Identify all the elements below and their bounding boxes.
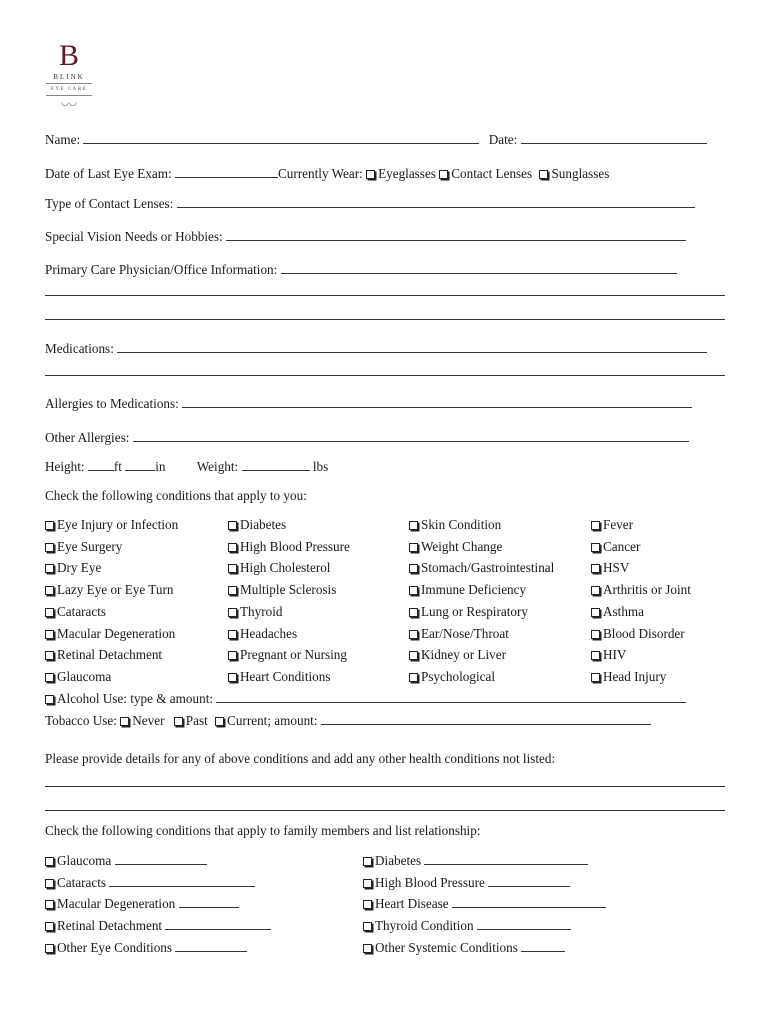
logo-letter: B: [58, 39, 79, 72]
condition-label: HSV: [603, 560, 630, 576]
family-item: [363, 874, 570, 892]
condition-label: Stomach/Gastrointestinal: [421, 560, 555, 576]
tobacco-current-checkbox[interactable]: [215, 717, 224, 726]
physician-line-2[interactable]: [45, 295, 725, 296]
condition-item: [45, 603, 106, 621]
condition-checkbox[interactable]: [591, 651, 600, 660]
logo-brand: BLINK: [53, 73, 85, 81]
condition-label: Eye Injury or Infection: [57, 517, 179, 532]
weight-field[interactable]: [242, 458, 310, 471]
condition-item: [228, 603, 283, 621]
family-checkbox[interactable]: [45, 857, 54, 866]
condition-item: [409, 646, 506, 664]
family-item: [45, 874, 255, 892]
condition-label: Asthma: [603, 603, 645, 619]
tobacco-past-checkbox[interactable]: [174, 717, 183, 726]
family-relationship-field[interactable]: [165, 917, 271, 930]
condition-item: [228, 559, 330, 577]
condition-item: [591, 625, 685, 643]
medications-label: Medications:: [45, 341, 114, 356]
condition-checkbox[interactable]: [409, 521, 418, 530]
condition-label: High Blood Pressure: [240, 538, 350, 554]
family-relationship-field[interactable]: [521, 939, 565, 952]
condition-item: [228, 581, 336, 599]
tobacco-past-label: Past: [185, 713, 208, 728]
condition-checkbox[interactable]: [591, 521, 600, 530]
condition-checkbox[interactable]: [228, 586, 237, 595]
condition-checkbox[interactable]: [228, 608, 237, 617]
condition-label: Diabetes: [240, 517, 287, 532]
condition-label: Psychological: [421, 668, 495, 684]
family-item: [45, 939, 247, 957]
family-item: [363, 939, 565, 957]
condition-item: [45, 625, 175, 643]
condition-checkbox[interactable]: [45, 521, 54, 530]
condition-checkbox[interactable]: [591, 630, 600, 639]
date-label: Date:: [488, 132, 518, 147]
family-checkbox[interactable]: [45, 922, 54, 931]
in-label: in: [155, 459, 166, 474]
details-line-2[interactable]: [45, 810, 725, 811]
condition-item: [409, 516, 501, 534]
tobacco-amount-field[interactable]: [321, 712, 651, 725]
condition-checkbox[interactable]: [45, 608, 54, 617]
medications-line-2[interactable]: [45, 375, 725, 376]
family-label: Other Eye Conditions: [57, 939, 173, 955]
eyeglasses-label: Eyeglasses: [378, 166, 436, 181]
tobacco-never-checkbox[interactable]: [120, 717, 129, 726]
condition-item: [228, 516, 286, 534]
special-needs-row: [45, 228, 725, 246]
condition-item: [228, 538, 350, 556]
condition-item: [45, 516, 178, 534]
family-checkbox[interactable]: [45, 944, 54, 953]
condition-label: Cataracts: [57, 603, 107, 619]
condition-item: [591, 646, 626, 664]
date-field[interactable]: [521, 131, 707, 144]
name-field[interactable]: [83, 131, 479, 144]
family-relationship-field[interactable]: [452, 895, 606, 908]
condition-item: [409, 581, 526, 599]
family-item: [363, 852, 588, 870]
condition-label: Pregnant or Nursing: [240, 647, 347, 663]
medications-field[interactable]: [117, 340, 707, 353]
conditions-intro: Check the following conditions that apply to you:: [45, 488, 307, 503]
condition-item: [45, 646, 162, 664]
physician-field[interactable]: [281, 261, 677, 274]
condition-label: HIV: [603, 647, 627, 663]
family-label: Other Systemic Conditions: [375, 939, 518, 955]
ft-label: ft: [113, 459, 122, 474]
condition-label: Fever: [603, 517, 634, 532]
condition-checkbox[interactable]: [228, 564, 237, 573]
condition-label: Thyroid: [240, 603, 283, 619]
height-label: Height:: [45, 459, 85, 474]
special-needs-field[interactable]: [226, 228, 686, 241]
condition-item: [409, 625, 509, 643]
sunglasses-label: Sunglasses: [551, 166, 610, 181]
physician-row: [45, 261, 725, 279]
currently-wear-label: Currently Wear:: [278, 166, 363, 181]
condition-label: Heart Conditions: [240, 668, 331, 684]
condition-checkbox[interactable]: [591, 543, 600, 552]
condition-checkbox[interactable]: [228, 673, 237, 682]
condition-label: Skin Condition: [421, 517, 502, 532]
last-exam-field[interactable]: [175, 165, 278, 178]
condition-checkbox[interactable]: [228, 521, 237, 530]
height-weight-row: [45, 458, 725, 476]
family-relationship-field[interactable]: [109, 874, 255, 887]
physician-label: Primary Care Physician/Office Information:: [45, 262, 278, 277]
family-label: Heart Disease: [375, 896, 449, 912]
height-in-field[interactable]: [125, 458, 155, 471]
condition-checkbox[interactable]: [409, 608, 418, 617]
name-date-row: [45, 131, 725, 149]
condition-label: Multiple Sclerosis: [240, 582, 337, 598]
family-checkbox[interactable]: [363, 857, 372, 866]
contacts-checkbox[interactable]: [439, 170, 448, 179]
family-item: [45, 917, 271, 935]
family-checkbox[interactable]: [363, 944, 372, 953]
condition-checkbox[interactable]: [409, 673, 418, 682]
eyeglasses-checkbox[interactable]: [366, 170, 375, 179]
other-allergies-field[interactable]: [133, 429, 689, 442]
family-relationship-field[interactable]: [477, 917, 571, 930]
name-label: Name:: [45, 132, 81, 147]
family-relationship-field[interactable]: [115, 852, 207, 865]
condition-checkbox[interactable]: [45, 673, 54, 682]
condition-label: Lazy Eye or Eye Turn: [57, 582, 174, 598]
condition-checkbox[interactable]: [45, 630, 54, 639]
tobacco-never-label: Never: [132, 713, 165, 728]
family-relationship-field[interactable]: [175, 939, 247, 952]
condition-label: Dry Eye: [57, 560, 102, 576]
condition-label: Weight Change: [421, 538, 503, 554]
family-label: Retinal Detachment: [57, 918, 163, 934]
family-item: [363, 895, 606, 913]
family-checkbox[interactable]: [45, 900, 54, 909]
condition-label: Kidney or Liver: [421, 647, 506, 663]
family-item: [363, 917, 571, 935]
condition-checkbox[interactable]: [591, 673, 600, 682]
condition-label: High Cholesterol: [240, 560, 331, 576]
alcohol-checkbox[interactable]: [45, 695, 54, 704]
family-label: Diabetes: [375, 853, 422, 868]
condition-checkbox[interactable]: [45, 651, 54, 660]
condition-checkbox[interactable]: [228, 630, 237, 639]
medications-row: [45, 340, 725, 358]
condition-checkbox[interactable]: [591, 564, 600, 573]
allergies-meds-row: [45, 395, 725, 413]
family-label: Macular Degeneration: [57, 896, 176, 912]
condition-item: [409, 559, 554, 577]
condition-label: Immune Deficiency: [421, 582, 527, 598]
condition-item: [591, 538, 640, 556]
family-item: [45, 852, 207, 870]
condition-label: Headaches: [240, 625, 298, 641]
other-allergies-row: [45, 429, 725, 447]
condition-label: Retinal Detachment: [57, 647, 163, 663]
condition-item: [45, 668, 111, 686]
weight-label: Weight:: [196, 459, 239, 474]
condition-label: Blood Disorder: [603, 625, 685, 641]
condition-label: Eye Surgery: [57, 538, 123, 554]
condition-checkbox[interactable]: [409, 586, 418, 595]
condition-item: [45, 559, 101, 577]
condition-checkbox[interactable]: [409, 543, 418, 552]
condition-item: [45, 538, 122, 556]
contact-type-row: [45, 195, 725, 213]
condition-label: Arthritis or Joint: [603, 582, 691, 598]
tobacco-row: [45, 712, 725, 730]
family-checkbox[interactable]: [45, 879, 54, 888]
condition-checkbox[interactable]: [45, 586, 54, 595]
last-exam-label: Date of Last Eye Exam:: [45, 166, 172, 181]
family-checkbox[interactable]: [363, 900, 372, 909]
condition-label: Head Injury: [603, 668, 667, 684]
condition-item: [409, 603, 528, 621]
details-prompt: Please provide details for any of above conditions and add any other health conditions not listed:: [45, 751, 556, 766]
family-relationship-field[interactable]: [424, 852, 588, 865]
special-needs-label: Special Vision Needs or Hobbies:: [45, 229, 223, 244]
condition-checkbox[interactable]: [409, 630, 418, 639]
contact-type-field[interactable]: [177, 195, 695, 208]
family-relationship-field[interactable]: [488, 874, 570, 887]
condition-label: Cancer: [603, 538, 641, 554]
condition-item: [591, 559, 629, 577]
condition-item: [228, 625, 297, 643]
condition-label: Ear/Nose/Throat: [421, 625, 509, 641]
condition-checkbox[interactable]: [45, 543, 54, 552]
condition-item: [591, 603, 644, 621]
condition-label: Lung or Respiratory: [421, 603, 528, 619]
family-intro: Check the following conditions that apply to family members and list relationship:: [45, 823, 481, 838]
allergies-meds-label: Allergies to Medications:: [45, 396, 179, 411]
logo-eye-icon: ◡◡: [61, 97, 77, 107]
other-allergies-label: Other Allergies:: [45, 430, 130, 445]
height-ft-field[interactable]: [88, 458, 114, 471]
condition-item: [591, 581, 691, 599]
family-relationship-field[interactable]: [179, 895, 239, 908]
condition-item: [409, 538, 502, 556]
condition-checkbox[interactable]: [591, 586, 600, 595]
condition-label: Glaucoma: [57, 668, 112, 684]
family-label: High Blood Pressure: [375, 874, 485, 890]
logo-sub: EYE CARE: [50, 87, 88, 92]
family-label: Glaucoma: [57, 853, 112, 868]
family-item: [45, 895, 239, 913]
condition-checkbox[interactable]: [228, 651, 237, 660]
condition-checkbox[interactable]: [228, 543, 237, 552]
condition-checkbox[interactable]: [591, 608, 600, 617]
alcohol-field[interactable]: [216, 690, 686, 703]
condition-item: [228, 668, 330, 686]
condition-checkbox[interactable]: [409, 651, 418, 660]
condition-item: [591, 516, 633, 534]
contact-type-label: Type of Contact Lenses:: [45, 196, 174, 211]
clinic-logo: [44, 39, 94, 107]
family-checkbox[interactable]: [363, 879, 372, 888]
family-label: Cataracts: [57, 874, 107, 890]
lbs-label: lbs: [312, 459, 329, 474]
tobacco-label: Tobacco Use:: [45, 713, 117, 728]
condition-item: [409, 668, 495, 686]
condition-checkbox[interactable]: [409, 564, 418, 573]
condition-label: Macular Degeneration: [57, 625, 176, 641]
last-exam-row: [45, 165, 725, 183]
condition-checkbox[interactable]: [45, 564, 54, 573]
condition-item: [45, 581, 173, 599]
condition-item: [228, 646, 347, 664]
contacts-label: Contact Lenses: [451, 166, 533, 181]
alcohol-row: [45, 690, 725, 708]
details-line-1[interactable]: [45, 786, 725, 787]
sunglasses-checkbox[interactable]: [539, 170, 548, 179]
tobacco-current-label: Current; amount:: [227, 713, 318, 728]
family-label: Thyroid Condition: [375, 918, 474, 934]
allergies-meds-field[interactable]: [182, 395, 692, 408]
physician-line-3[interactable]: [45, 319, 725, 320]
family-checkbox[interactable]: [363, 922, 372, 931]
alcohol-label: Alcohol Use: type & amount:: [57, 691, 214, 706]
condition-item: [591, 668, 666, 686]
